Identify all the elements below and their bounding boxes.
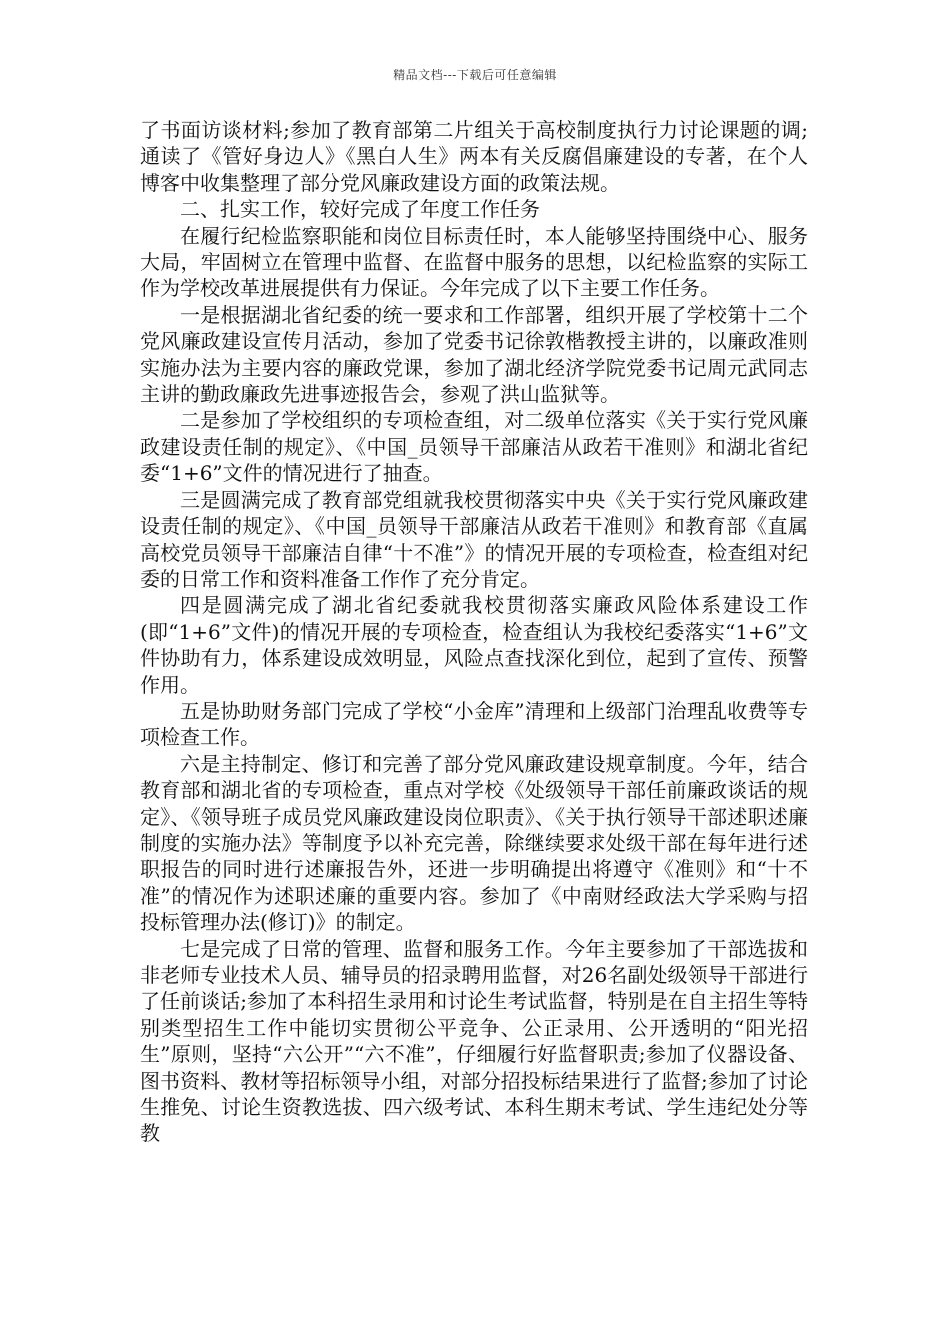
- paragraph-intro: 在履行纪检监察职能和岗位目标责任时，本人能够坚持围绕中心、服务大局，牢固树立在管理中监督、在监督中服务的思想，以纪检监察的实际工作为学校改革进展提供有力保证。今年完成了以下主要工作任务。: [140, 223, 808, 301]
- paragraph-item-1: 一是根据湖北省纪委的统一要求和工作部署，组织开展了学校第十二个党风廉政建设宣传月活动，参加了党委书记徐敦楷教授主讲的，以廉政准则实施办法为主要内容的廉政党课，参加了湖北经济学院党委书记周元武同志主讲的勤政廉政先进事迹报告会，参观了洪山监狱等。: [140, 302, 808, 407]
- paragraph-continuation: 了书面访谈材料;参加了教育部第二片组关于高校制度执行力讨论课题的调;通读了《管好身边人》《黑白人生》两本有关反腐倡廉建设的专著，在个人博客中收集整理了部分党风廉政建设方面的政策法规。: [140, 118, 808, 195]
- paragraph-item-6: 六是主持制定、修订和完善了部分党风廉政建设规章制度。今年，结合教育部和湖北省的专项检查，重点对学校《处级领导干部任前廉政谈话的规定》、《领导班子成员党风廉政建设岗位职责》、《关于执行领导干部述职述廉制度的实施办法》等制度予以补充完善，除继续要求处级干部在每年进行述职报告的同时进行述廉报告外，还进一步明确提出将遵守《准则》和“十不准”的情况作为述职述廉的重要内容。参加了《中南财经政法大学采购与招投标管理办法(修订)》的制定。: [140, 751, 808, 935]
- header-note: 精品文档---下载后可任意编辑: [393, 68, 557, 82]
- paragraph-item-7: 七是完成了日常的管理、监督和服务工作。今年主要参加了干部选拔和非老师专业技术人员、辅导员的招录聘用监督，对26名副处级领导干部进行了任前谈话;参加了本科招生录用和讨论生考试监督，特别是在自主招生等特别类型招生工作中能切实贯彻公平竞争、公正录用、公开透明的“阳光招生”原则，坚持“六公开”“六不准”，仔细履行好监督职责;参加了仪器设备、图书资料、教材等招标领导小组，对部分招投标结果进行了监督;参加了讨论生推免、讨论生资教选拔、四六级考试、本科生期末考试、学生违纪处分等教: [140, 936, 808, 1146]
- paragraph-item-3: 三是圆满完成了教育部党组就我校贯彻落实中央《关于实行党风廉政建设责任制的规定》、《中国_员领导干部廉洁从政若干准则》和教育部《直属高校党员领导干部廉洁自律“十不准”》的情况开展的专项检查，检查组对纪委的日常工作和资料准备工作作了充分肯定。: [140, 487, 808, 591]
- document-body: [140, 117, 808, 1147]
- paragraph-item-5: 五是协助财务部门完成了学校“小金库”清理和上级部门治理乱收费等专项检查工作。: [140, 698, 808, 750]
- paragraph-item-4: 四是圆满完成了湖北省纪委就我校贯彻落实廉政风险体系建设工作(即“1+6”文件)的情况开展的专项检查，检查组认为我校纪委落实“1+6”文件协助有力，体系建设成效明显，风险点查找深化到位，起到了宣传、预警作用。: [140, 593, 808, 697]
- paragraph-item-2: 二是参加了学校组织的专项检查组，对二级单位落实《关于实行党风廉政建设责任制的规定》、《中国_员领导干部廉洁从政若干准则》和湖北省纪委“1+6”文件的情况进行了抽查。: [140, 408, 808, 486]
- section-heading: 二、扎实工作，较好完成了年度工作任务: [180, 197, 540, 222]
